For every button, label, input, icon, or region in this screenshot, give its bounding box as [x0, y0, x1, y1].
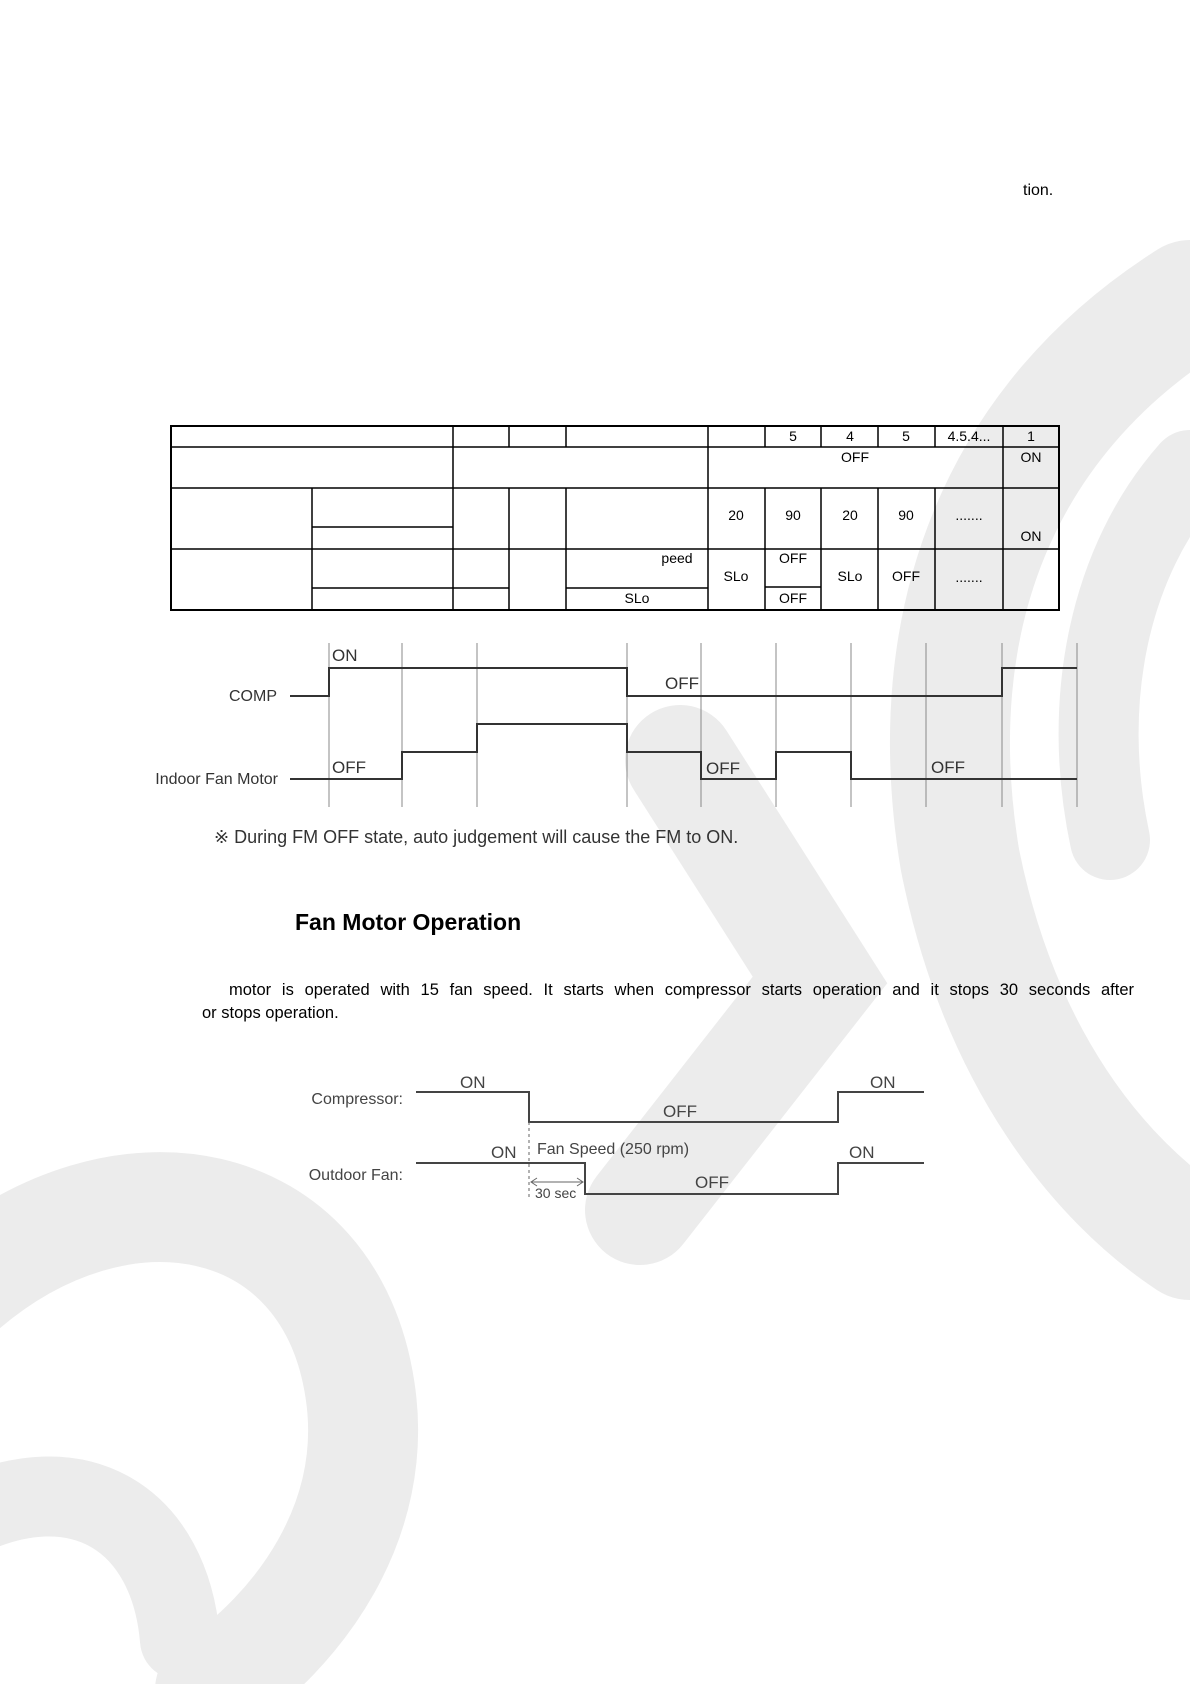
table-cell: 90	[898, 507, 914, 523]
fan-speed-label: Fan Speed (250 rpm)	[537, 1141, 690, 1158]
table-cell: .......	[955, 507, 983, 523]
comp-label: COMP	[229, 688, 277, 705]
paragraph-line: or stops operation.	[202, 1004, 339, 1022]
note-text: ※ During FM OFF state, auto judgement will cause the FM to ON.	[214, 827, 739, 847]
section-title: Fan Motor Operation	[295, 909, 522, 935]
table-cell-on: ON	[1020, 528, 1042, 544]
fan-off-text: OFF	[332, 758, 366, 777]
comp-on-text: ON	[332, 646, 358, 665]
table-header-value: 1	[1027, 428, 1035, 444]
table-header-value: 5	[789, 428, 797, 444]
fan-off-text: OFF	[706, 759, 740, 778]
fan-off: OFF	[695, 1173, 729, 1192]
table-header-value: 4	[846, 428, 854, 444]
table-cell: peed	[661, 550, 693, 566]
comp-off: OFF	[663, 1102, 697, 1121]
fan-motor-label: Indoor Fan Motor	[155, 771, 278, 788]
table-cell-on: ON	[1020, 449, 1042, 465]
table-cell: OFF	[779, 550, 807, 566]
table-header-value: 4.5.4...	[947, 428, 991, 444]
table-cell: .......	[955, 569, 983, 585]
table-cell: SLo	[624, 590, 650, 606]
table-cell: OFF	[892, 568, 920, 584]
table-cell: SLo	[837, 568, 863, 584]
table-cell: OFF	[779, 590, 807, 606]
table-cell-off: OFF	[841, 449, 869, 465]
comp-off-text: OFF	[665, 674, 699, 693]
outdoor-fan-label: Outdoor Fan:	[308, 1167, 403, 1184]
fan-off-text: OFF	[931, 758, 965, 777]
fan-on-left: ON	[491, 1143, 517, 1162]
comp-on-left: ON	[460, 1073, 486, 1092]
comp-on-right: ON	[870, 1073, 896, 1092]
fan-on-right: ON	[849, 1143, 875, 1162]
table-cell: 20	[728, 507, 744, 523]
delay-label: 30 sec	[535, 1185, 577, 1201]
table-header-value: 5	[902, 428, 910, 444]
paragraph-line: motor is operated with 15 fan speed. It starts when compressor starts operation and it stops 30 seconds after	[229, 981, 1134, 999]
table-cell: 20	[842, 507, 858, 523]
compressor-label: Compressor:	[311, 1091, 403, 1108]
table-cell: 90	[785, 507, 801, 523]
table-cell: SLo	[723, 568, 749, 584]
text-fragment: tion.	[1023, 182, 1054, 199]
